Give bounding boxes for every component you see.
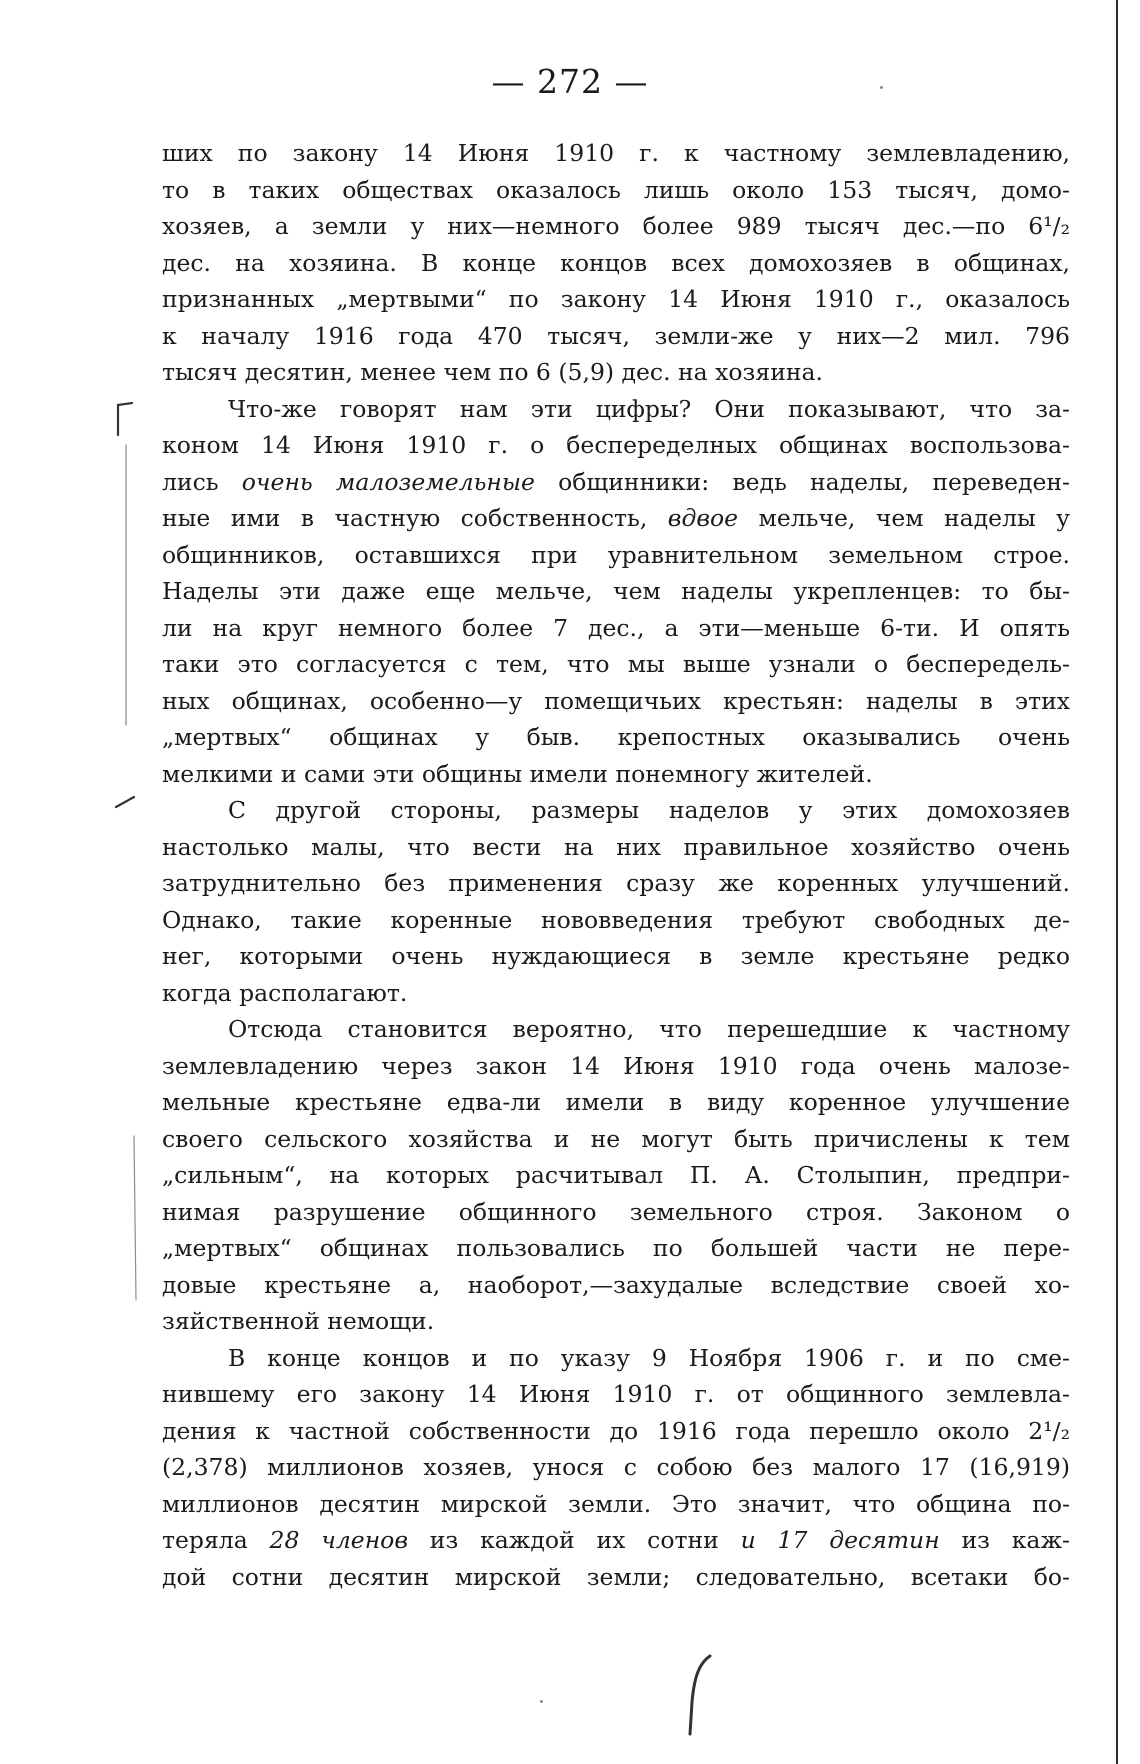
text-line: миллионов десятин мирской земли. Это значит, что община по- [162, 1489, 1070, 1518]
text-line: нившему его закону 14 Июня 1910 г. от общинного землевла- [162, 1380, 1070, 1408]
paragraph-start: Что-же говорят нам эти цифры? Они показывают, что за- [228, 394, 1070, 423]
text-line: своего сельского хозяйства и не могут быть причислены к тем [162, 1124, 1070, 1153]
text-line: Однако, такие коренные нововведения требуют свободных де- [162, 905, 1070, 934]
scan-speck [880, 86, 883, 89]
body-text [162, 135, 1070, 1635]
italic-emphasis: очень малоземельные [241, 467, 535, 496]
text-line: хозяев, а земли у них—немного более 989 тысяч дес.—по 6¹/₂ [162, 212, 1070, 240]
text-line: довые крестьяне а, наоборот,—захудалые вследствие своей хо- [162, 1270, 1070, 1299]
text-line: таки это согласуется с тем, что мы выше узнали о беспередель- [162, 650, 1070, 678]
text-line: нимая разрушение общинного земельного строя. Законом о [162, 1197, 1070, 1226]
text-line: когда располагают. [162, 978, 408, 1007]
text-line: дес. на хозяина. В конце концов всех домохозяев в общинах, [162, 248, 1070, 277]
text-line: настолько малы, что вести на них правильное хозяйство очень [162, 832, 1070, 861]
text-line: землевладению через закон 14 Июня 1910 года очень малозе- [162, 1051, 1070, 1080]
text-line: „сильным“, на которых расчитывал П. А. Столыпин, предпри- [162, 1161, 1070, 1189]
italic-emphasis: 28 членов [269, 1526, 409, 1554]
text-fragment: лись [162, 467, 242, 496]
text-line [162, 500, 1070, 536]
text-line: общинников, оставшихся при уравнительном земельном строе. [162, 540, 1070, 569]
text-line: нег, которыми очень нуждающиеся в земле крестьяне редко [162, 942, 1070, 970]
text-line: „мертвых“ общинах пользовались по большей части не пере- [162, 1234, 1070, 1262]
text-line: дой сотни десятин мирской земли; следовательно, всетаки бо- [162, 1562, 1070, 1591]
text-line: к началу 1916 года 470 тысяч, земли-же у них—2 мил. 796 [162, 321, 1070, 350]
text-line: ных общинах, особенно—у помещичьих крестьян: наделы в этих [162, 686, 1070, 715]
text-fragment: теряла [162, 1526, 270, 1554]
text-fragment: из каждой их сотни [408, 1526, 741, 1554]
pencil-margin-line [120, 1130, 150, 1310]
pencil-margin-bracket [108, 395, 138, 815]
text-fragment: из каж- [939, 1526, 1070, 1554]
italic-emphasis: и 17 десятин [740, 1526, 940, 1554]
text-line: признанных „мертвыми“ по закону 14 Июня 1910 г., оказалось [162, 285, 1070, 313]
paragraph-start: В конце концов и по указу 9 Ноября 1906 г. и по сме- [228, 1343, 1070, 1372]
text-line: тысяч десятин, менее чем по 6 (5,9) дес. на хозяина. [162, 358, 824, 386]
text-line: (2,378) миллионов хозяев, унося с собою без малого 17 (16,919) [162, 1453, 1070, 1481]
text-line: мельные крестьяне едва-ли имели в виду коренное улучшение [162, 1088, 1070, 1116]
scan-speck [540, 1700, 543, 1703]
text-line: дения к частной собственности до 1916 года перешло около 2¹/₂ [162, 1416, 1070, 1445]
text-line: коном 14 Июня 1910 г. о беспеределных общинах воспользова- [162, 431, 1070, 459]
text-line: то в таких обществах оказалось лишь около 153 тысяч, домо- [162, 175, 1070, 204]
pencil-page-mark [680, 1650, 720, 1740]
text-line: ли на круг немного более 7 дес., а эти—меньше 6-ти. И опять [162, 613, 1070, 642]
text-line [162, 464, 1070, 500]
scan-edge-line [1116, 0, 1118, 1764]
text-line: ших по закону 14 Июня 1910 г. к частному землевладению, [162, 139, 1070, 167]
text-line: мелкими и сами эти общины имели понемногу жителей. [162, 759, 873, 788]
italic-emphasis: вдвое [667, 504, 739, 532]
text-fragment: ные ими в частную собственность, [162, 504, 668, 532]
text-line: Наделы эти даже еще мельче, чем наделы укрепленцев: то бы- [162, 577, 1070, 605]
text-fragment: общинники: ведь наделы, переведен- [534, 467, 1070, 496]
paragraph-start: С другой стороны, размеры наделов у этих домохозяев [228, 796, 1070, 824]
text-line: „мертвых“ общинах у быв. крепостных оказывались очень [162, 723, 1070, 751]
text-line [162, 1522, 1070, 1558]
text-line: зяйственной немощи. [162, 1307, 435, 1335]
paragraph-start: Отсюда становится вероятно, что перешедшие к частному [228, 1015, 1070, 1043]
text-line: затруднительно без применения сразу же коренных улучшений. [162, 869, 1070, 897]
page-number: — 272 — [491, 62, 649, 101]
text-fragment: мельче, чем наделы у [738, 504, 1070, 532]
